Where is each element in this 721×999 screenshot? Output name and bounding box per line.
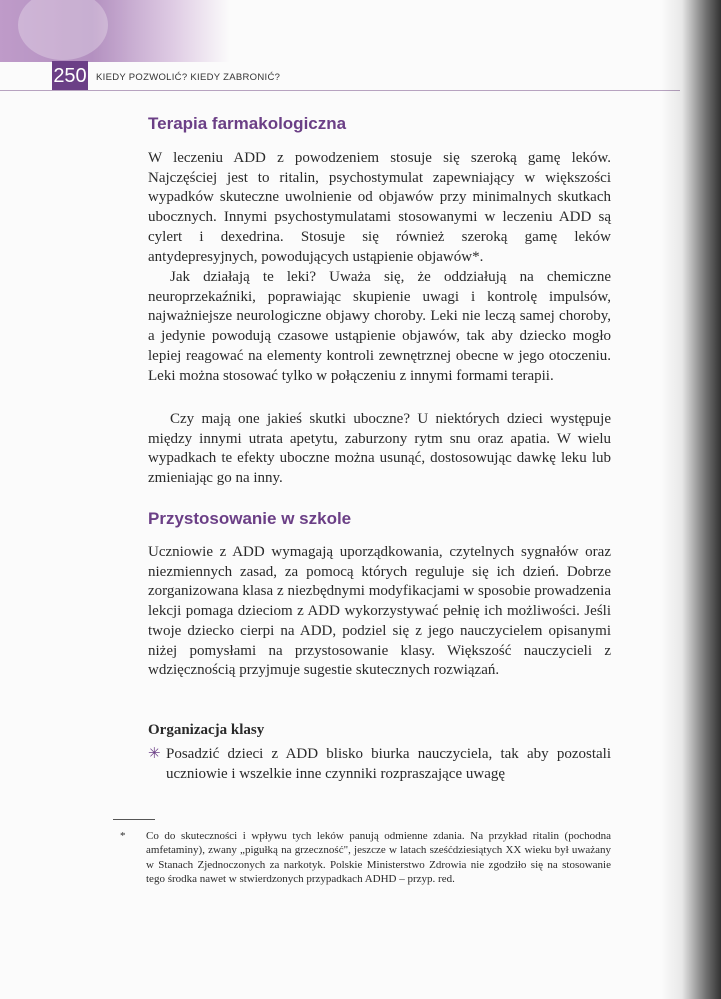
footnote-mark: * [120,830,126,842]
header-rule [0,90,680,91]
section-title-pharmacology: Terapia farmakologiczna [148,114,347,133]
footnote-text: Co do skuteczności i wpływu tych leków panują odmienne zdania. Na przykład ritalin (pochodna amfetaminy), zwany „pigułką na grzeczność", jeszcze w latach sześćdziesiątych XX wieku był uważany w Stanach Zjednoczonych za narkotyk. Polskie Ministerstwo Zdrowia nie zgodziło się na stosowanie tego środka nawet w stwierdzonych przypadkach ADHD – przyp. red. [146,830,611,885]
section-title-school: Przystosowanie w szkole [148,509,352,528]
list-item [148,745,611,784]
paragraph: Uczniowie z ADD wymagają uporządkowania, czytelnych sygnałów oraz niezmiennych zasad, za pomocą których reguluje się ich dzień. Dobrze zorganizowana klasa z niezbędnymi modyfikacjami w sposobie prowadzenia lekcji pomaga dzieciom z ADD wykorzystywać pełnię ich możliwości. Jeśli twoje dziecko cierpi na ADD, podziel się z jego nauczycielem opisanymi niżej pomysłami na przystosowanie klasy. Większość nauczycieli z wdzięcznością przyjmuje sugestie skutecznych rozwiązań. [148,544,611,679]
paragraph: Jak działają te leki? Uważa się, że oddziałują na chemiczne neuroprzekaźniki, poprawiając skupienie uwagi i kontrolę impulsów, najważniejsze neurologiczne objawy choroby. Leki nie leczą samej choroby, a jedynie powodują czasowe ustąpienie objawów, tak aby dziecko mogło lepiej reagować na elementy kontroli zewnętrznej obecne w jego otoczeniu. Leki można stosować tylko w połączeniu z innymi formami terapii. [148,269,611,384]
footnote [120,829,611,886]
footnote-rule [113,819,155,820]
asterisk-bullet-icon: ✳ [148,746,161,762]
subsection-title: Organizacja klasy [148,722,265,738]
book-spine-shadow [661,0,721,999]
page-number: 250 [52,61,88,91]
list-item-text: Posadzić dzieci z ADD blisko biurka nauczyciela, tak aby pozostali uczniowie i wszelkie inne czynniki rozpraszające uwagę [166,746,611,782]
header-photo [0,0,230,62]
paragraph: W leczeniu ADD z powodzeniem stosuje się szeroką gamę leków. Najczęściej jest to ritalin, psychostymulat zapewniający w większości wypadków skuteczne uwolnienie od objawów przy minimalnych skutkach ubocznych. Innymi psychostymulatami stosowanymi w leczeniu ADD są cylert i dexedrina. Stosuje się również szeroką gamę leków antydepresyjnych, powodujących ustąpienie objawów*. [148,150,611,265]
paragraph: Czy mają one jakieś skutki uboczne? U niektórych dzieci występuje między innymi utrata apetytu, zaburzony rytm snu oraz apatia. W wielu wypadkach te efekty uboczne można usunąć, dostosowując dawkę leku lub zmieniając go na inny. [148,411,611,487]
running-head: KIEDY POZWOLIĆ? KIEDY ZABRONIĆ? [96,72,281,83]
